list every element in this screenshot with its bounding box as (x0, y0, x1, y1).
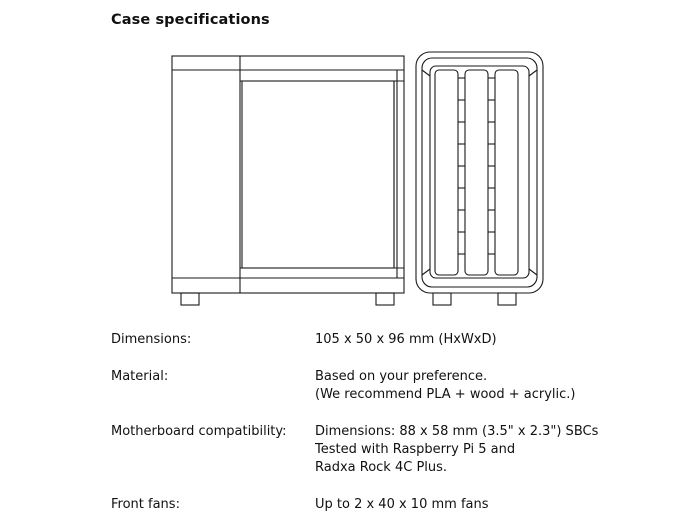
spec-label: Dimensions: (111, 332, 192, 347)
spec-value (315, 496, 665, 514)
spec-label: Material: (111, 369, 169, 384)
case-technical-drawing (168, 48, 548, 310)
spec-value-line: (We recommend PLA + wood + acrylic.) (315, 387, 576, 402)
spec-value-line: Dimensions: 88 x 58 mm (3.5" x 2.3") SBCs (315, 424, 599, 439)
spec-value-line: Based on your preference. (315, 369, 488, 384)
spec-value-line: Tested with Raspberry Pi 5 and (315, 442, 516, 457)
spec-label: Motherboard compatibility: (111, 424, 287, 439)
spec-value-line: Radxa Rock 4C Plus. (315, 460, 448, 475)
front-view (416, 52, 543, 305)
side-view (172, 56, 404, 305)
spec-value (315, 331, 665, 349)
spec-value (315, 423, 665, 477)
section-heading: Case specifications (111, 12, 270, 28)
spec-value-line: Up to 2 x 40 x 10 mm fans (315, 497, 489, 512)
spec-value-line: 105 x 50 x 96 mm (HxWxD) (315, 332, 497, 347)
spec-value (315, 368, 665, 404)
spec-label: Front fans: (111, 497, 180, 512)
